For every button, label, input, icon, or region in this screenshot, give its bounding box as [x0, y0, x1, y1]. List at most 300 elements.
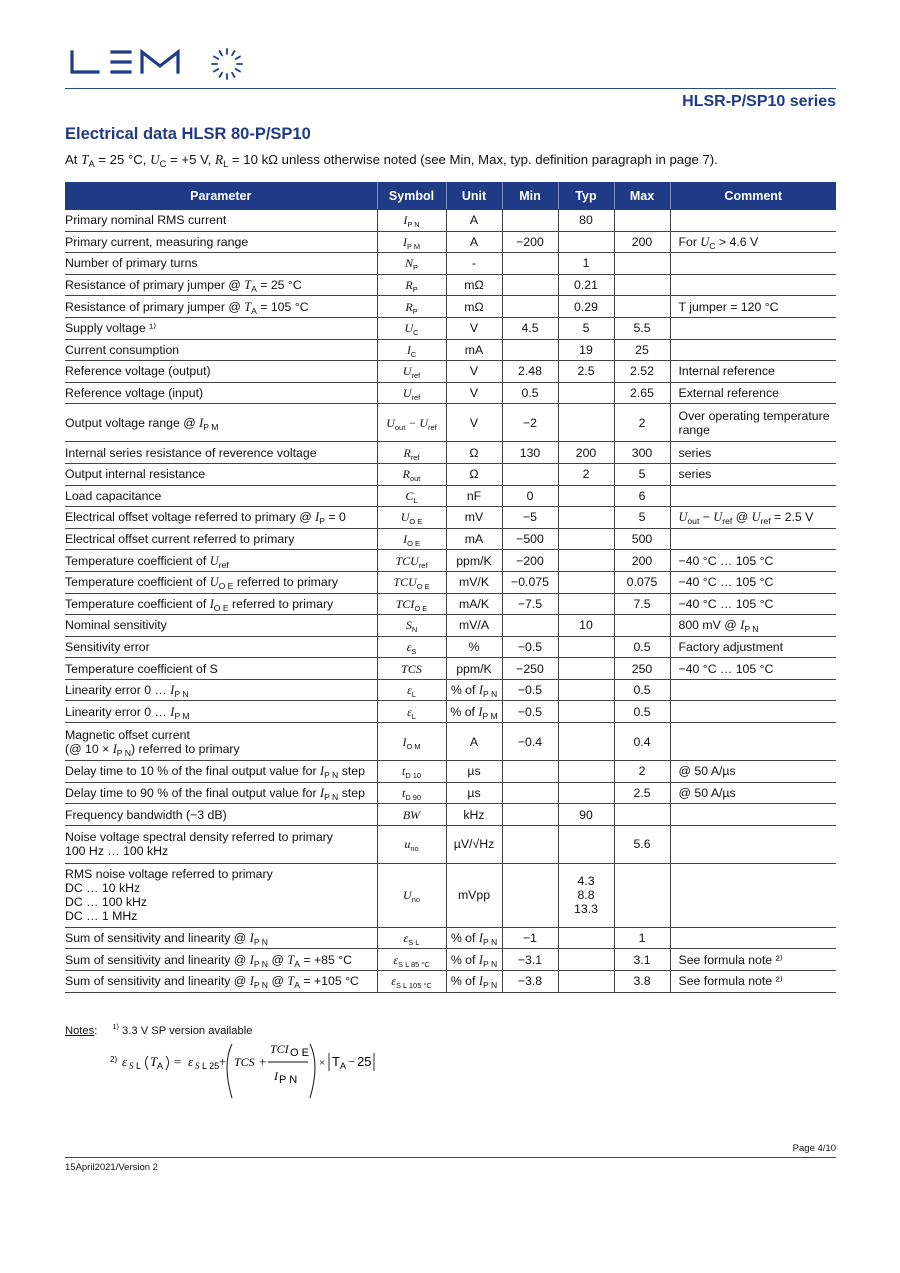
cell-min: −3.1	[502, 949, 558, 971]
cell-unit: ppm/K	[446, 550, 502, 572]
cell-min	[502, 804, 558, 826]
cell-max	[614, 253, 670, 275]
cell-unit: ppm/K	[446, 658, 502, 680]
cell-typ	[558, 782, 614, 804]
cell-min: −0.5	[502, 679, 558, 701]
table-row	[65, 463, 836, 485]
lem-logo	[70, 42, 250, 91]
cell-unit: mΩ	[446, 274, 502, 296]
cell-parameter: Reference voltage (input)	[65, 382, 377, 404]
cell-typ	[558, 723, 614, 761]
table-row	[65, 615, 836, 637]
notes-label: Notes	[65, 1025, 95, 1037]
cell-min: 130	[502, 442, 558, 464]
cell-min	[502, 296, 558, 318]
cell-max: 0.5	[614, 636, 670, 658]
svg-text:T: T	[332, 1054, 340, 1069]
cell-min: −0.5	[502, 636, 558, 658]
cell-parameter: Sensitivity error	[65, 636, 377, 658]
table-row	[65, 274, 836, 296]
cell-max: 2	[614, 761, 670, 783]
notes-section: Notes: $^{1)}$ 3.3 V SP version available	[65, 1022, 253, 1037]
cell-typ: 1	[558, 253, 614, 275]
table-row	[65, 636, 836, 658]
col-header-unit: Unit	[446, 182, 502, 210]
cell-typ: 200	[558, 442, 614, 464]
cell-parameter: Temperature coefficient of $U_{O E}$ referred to primary	[65, 571, 377, 593]
lem-logo-graphic	[70, 42, 250, 86]
svg-text:ε: ε	[188, 1054, 194, 1069]
svg-text:×: ×	[319, 1057, 326, 1069]
cell-max: 500	[614, 528, 670, 550]
cell-typ: 90	[558, 804, 614, 826]
table-row	[65, 507, 836, 529]
cell-typ	[558, 658, 614, 680]
cell-comment: Internal reference	[670, 361, 836, 383]
cell-parameter: Supply voltage ¹⁾	[65, 317, 377, 339]
cell-min	[502, 463, 558, 485]
svg-text:L: L	[136, 1061, 142, 1071]
cell-unit: mV	[446, 507, 502, 529]
cell-parameter: Resistance of primary jumper @ $T_A = 25$ °C	[65, 274, 377, 296]
svg-text:A: A	[340, 1061, 347, 1071]
cell-max	[614, 210, 670, 232]
cell-max	[614, 804, 670, 826]
table-row	[65, 927, 836, 949]
cell-parameter: RMS noise voltage referred to primary DC … 10 kHz DC … 100 kHz DC … 1 MHz	[65, 863, 377, 927]
cell-comment: @ 50 A/µs	[670, 782, 836, 804]
svg-text:+: +	[259, 1054, 267, 1069]
cell-symbol: $U_{no}$	[377, 863, 446, 927]
cell-min	[502, 825, 558, 863]
table-header-row	[65, 182, 836, 210]
cell-parameter: Delay time to 90 % of the final output value for $I_{P N}$ step	[65, 782, 377, 804]
cell-comment: series	[670, 463, 836, 485]
cell-comment: Over operating temperature range	[670, 404, 836, 442]
page-title: Electrical data HLSR 80-P/SP10	[65, 125, 311, 143]
table-row	[65, 404, 836, 442]
table-row	[65, 701, 836, 723]
cell-comment: Factory adjustment	[670, 636, 836, 658]
cell-max: 200	[614, 550, 670, 572]
cell-parameter: Linearity error 0 … $I_{P M}$	[65, 701, 377, 723]
conditions-text: At $T_A = 25$ °C, $U_C = +5$ V, $R_L = 10$ kΩ unless otherwise noted (see Min, Max, typ. definition paragraph in page 7).	[65, 152, 718, 169]
cell-comment: External reference	[670, 382, 836, 404]
cell-comment	[670, 825, 836, 863]
cell-typ: 2.5	[558, 361, 614, 383]
cell-comment: T jumper = 120 °C	[670, 296, 836, 318]
cell-comment	[670, 927, 836, 949]
cell-unit: nF	[446, 485, 502, 507]
note1-text: 3.3 V SP version available	[122, 1025, 253, 1037]
formula-note	[110, 1040, 380, 1111]
cell-comment: series	[670, 442, 836, 464]
cell-symbol: $I_{P N}$	[377, 210, 446, 232]
table-row	[65, 825, 836, 863]
cell-max: 300	[614, 442, 670, 464]
cell-max: 5	[614, 463, 670, 485]
svg-text:=: =	[174, 1054, 182, 1069]
footer-divider	[65, 1157, 836, 1158]
table-row	[65, 210, 836, 232]
cell-symbol: TCS	[377, 658, 446, 680]
cell-unit: mΩ	[446, 296, 502, 318]
cell-unit: % of $I_{P M}$	[446, 701, 502, 723]
cell-typ	[558, 382, 614, 404]
cell-min: −200	[502, 231, 558, 253]
cell-max: 0.4	[614, 723, 670, 761]
cell-symbol: $U_{ref}$	[377, 382, 446, 404]
cell-unit: A	[446, 723, 502, 761]
cell-comment: @ 50 A/µs	[670, 761, 836, 783]
cell-max: 200	[614, 231, 670, 253]
cell-symbol: $U_{ref}$	[377, 361, 446, 383]
cell-parameter: Noise voltage spectral density referred to primary 100 Hz … 100 kHz	[65, 825, 377, 863]
col-header-typ: Typ	[558, 182, 614, 210]
cell-typ: 0.29	[558, 296, 614, 318]
cell-symbol: $N_P$	[377, 253, 446, 275]
cell-max: 0.075	[614, 571, 670, 593]
cell-symbol: $TCU_{ref}$	[377, 550, 446, 572]
svg-text:P N: P N	[279, 1074, 298, 1086]
cell-max: 0.5	[614, 679, 670, 701]
cell-parameter: Output voltage range @ $I_{P M}$	[65, 404, 377, 442]
table-row	[65, 949, 836, 971]
svg-text:ε: ε	[122, 1054, 128, 1069]
cell-symbol: $R_{out}$	[377, 463, 446, 485]
cell-typ	[558, 485, 614, 507]
cell-min	[502, 761, 558, 783]
cell-parameter: Primary nominal RMS current	[65, 210, 377, 232]
cell-max: 7.5	[614, 593, 670, 615]
cell-symbol: $\varepsilon_S$	[377, 636, 446, 658]
svg-text:O E: O E	[290, 1047, 309, 1059]
cell-symbol: $R_P$	[377, 274, 446, 296]
cell-comment	[670, 274, 836, 296]
cell-unit: µs	[446, 761, 502, 783]
cell-comment: See formula note ²⁾	[670, 971, 836, 993]
table-row	[65, 863, 836, 927]
table-row	[65, 723, 836, 761]
cell-min: −0.075	[502, 571, 558, 593]
cell-unit: % of $I_{P N}$	[446, 679, 502, 701]
cell-typ: 80	[558, 210, 614, 232]
cell-comment	[670, 701, 836, 723]
cell-parameter: Output internal resistance	[65, 463, 377, 485]
cell-typ	[558, 701, 614, 723]
cell-comment	[670, 528, 836, 550]
cell-comment	[670, 253, 836, 275]
cell-unit: µV/√Hz	[446, 825, 502, 863]
cell-comment	[670, 723, 836, 761]
cell-max: 3.8	[614, 971, 670, 993]
cell-typ	[558, 949, 614, 971]
cell-symbol: BW	[377, 804, 446, 826]
svg-text:TCS: TCS	[234, 1055, 255, 1069]
table-row	[65, 339, 836, 361]
note1-marker: 1)	[112, 1022, 119, 1031]
table-row	[65, 593, 836, 615]
table-row	[65, 528, 836, 550]
cell-symbol: $\varepsilon_{S L}$	[377, 927, 446, 949]
cell-min: −3.8	[502, 971, 558, 993]
cell-unit: % of $I_{P N}$	[446, 949, 502, 971]
cell-min: 2.48	[502, 361, 558, 383]
cell-min	[502, 615, 558, 637]
cell-parameter: Linearity error 0 … $I_{P N}$	[65, 679, 377, 701]
cell-symbol: $U_C$	[377, 317, 446, 339]
cell-min: 4.5	[502, 317, 558, 339]
cell-max: 2.52	[614, 361, 670, 383]
cell-typ	[558, 231, 614, 253]
cell-typ	[558, 593, 614, 615]
cell-comment	[670, 863, 836, 927]
cell-min: −0.4	[502, 723, 558, 761]
cell-symbol: $\varepsilon_{S L 85 ^\circ C}$	[377, 949, 446, 971]
cell-symbol: $U_{O E}$	[377, 507, 446, 529]
cell-symbol: $t_{D 10}$	[377, 761, 446, 783]
cell-typ	[558, 679, 614, 701]
cell-parameter: Sum of sensitivity and linearity @ $I_{P N}$ @ $T_A = +105$ °C	[65, 971, 377, 993]
cell-unit: A	[446, 231, 502, 253]
cell-comment	[670, 317, 836, 339]
cell-comment	[670, 339, 836, 361]
cell-parameter: Reference voltage (output)	[65, 361, 377, 383]
cell-symbol: $TCI_{O E}$	[377, 593, 446, 615]
svg-text:S: S	[195, 1061, 200, 1071]
cell-symbol: $C_L$	[377, 485, 446, 507]
cell-unit: mV/A	[446, 615, 502, 637]
cell-parameter: Number of primary turns	[65, 253, 377, 275]
cell-typ	[558, 971, 614, 993]
cell-max: 5.5	[614, 317, 670, 339]
cell-unit: mA	[446, 528, 502, 550]
col-header-symbol: Symbol	[377, 182, 446, 210]
cell-symbol: $I_{P M}$	[377, 231, 446, 253]
svg-text:I: I	[274, 1069, 278, 1083]
cell-unit: % of $I_{P N}$	[446, 927, 502, 949]
col-header-comment: Comment	[670, 182, 836, 210]
cell-min: −5	[502, 507, 558, 529]
cell-comment	[670, 485, 836, 507]
series-title: HLSR-P/SP10 series	[682, 93, 836, 110]
cell-parameter: Temperature coefficient of S	[65, 658, 377, 680]
formula-graphic	[110, 1040, 380, 1106]
svg-text:L 25: L 25	[202, 1061, 220, 1071]
cell-max: 2	[614, 404, 670, 442]
cell-min	[502, 210, 558, 232]
cell-symbol: $I_{O E}$	[377, 528, 446, 550]
cell-unit: µs	[446, 782, 502, 804]
cell-unit: %	[446, 636, 502, 658]
table-row	[65, 679, 836, 701]
header-divider	[65, 88, 836, 89]
cell-symbol: $R_P$	[377, 296, 446, 318]
cell-parameter: Current consumption	[65, 339, 377, 361]
cell-min: −2	[502, 404, 558, 442]
cell-symbol: $\varepsilon_L$	[377, 701, 446, 723]
svg-text:+: +	[219, 1054, 227, 1069]
cell-min	[502, 863, 558, 927]
cell-min	[502, 782, 558, 804]
cell-comment: −40 °C … 105 °C	[670, 571, 836, 593]
cell-max: 3.1	[614, 949, 670, 971]
cell-comment	[670, 210, 836, 232]
cell-symbol: $I_{O M}$	[377, 723, 446, 761]
cell-unit: V	[446, 382, 502, 404]
cell-unit: V	[446, 361, 502, 383]
cell-max: 0.5	[614, 701, 670, 723]
cell-symbol: $R_{ref}$	[377, 442, 446, 464]
cell-symbol: $U_{out} - U_{ref}$	[377, 404, 446, 442]
cell-max: 6	[614, 485, 670, 507]
cell-parameter: Magnetic offset current (@ $10 \times I_{P N}$) referred to primary	[65, 723, 377, 761]
cell-typ	[558, 404, 614, 442]
cell-max: 5.6	[614, 825, 670, 863]
cell-symbol: $S_N$	[377, 615, 446, 637]
table-row	[65, 804, 836, 826]
table-row	[65, 317, 836, 339]
cell-unit: mV/K	[446, 571, 502, 593]
cell-min	[502, 253, 558, 275]
table-row	[65, 971, 836, 993]
svg-text:S: S	[129, 1061, 134, 1071]
table-row	[65, 296, 836, 318]
cell-max	[614, 274, 670, 296]
cell-parameter: Primary current, measuring range	[65, 231, 377, 253]
cell-parameter: Sum of sensitivity and linearity @ $I_{P N}$	[65, 927, 377, 949]
cell-parameter: Temperature coefficient of $U_{ref}$	[65, 550, 377, 572]
cell-max: 2.5	[614, 782, 670, 804]
cell-symbol: $\varepsilon_{S L 105 ^\circ C}$	[377, 971, 446, 993]
svg-text:25: 25	[357, 1054, 372, 1069]
cell-typ	[558, 528, 614, 550]
col-header-min: Min	[502, 182, 558, 210]
cell-min: −1	[502, 927, 558, 949]
note2-marker: 2)	[110, 1055, 118, 1064]
cell-parameter: Electrical offset voltage referred to primary @ $I_P = 0$	[65, 507, 377, 529]
cell-typ: 5	[558, 317, 614, 339]
cell-typ: 4.3 8.8 13.3	[558, 863, 614, 927]
cell-unit: Ω	[446, 442, 502, 464]
table-row	[65, 231, 836, 253]
cell-unit: kHz	[446, 804, 502, 826]
cell-max	[614, 296, 670, 318]
cell-unit: % of $I_{P N}$	[446, 971, 502, 993]
cell-min: −7.5	[502, 593, 558, 615]
cell-max	[614, 615, 670, 637]
svg-text:TCI: TCI	[270, 1042, 289, 1056]
table-row	[65, 382, 836, 404]
cell-symbol: $I_C$	[377, 339, 446, 361]
cell-comment: $U_{out} - U_{ref}$ @ $U_{ref} = 2.5$ V	[670, 507, 836, 529]
cell-unit: mVpp	[446, 863, 502, 927]
cell-max: 250	[614, 658, 670, 680]
col-header-parameter: Parameter	[65, 182, 377, 210]
cell-min: 0	[502, 485, 558, 507]
cell-comment: For $U_C > 4.6$ V	[670, 231, 836, 253]
cell-max: 5	[614, 507, 670, 529]
cell-max	[614, 863, 670, 927]
cell-comment	[670, 679, 836, 701]
cell-parameter: Frequency bandwidth (−3 dB)	[65, 804, 377, 826]
cell-symbol: $t_{D 90}$	[377, 782, 446, 804]
table-row	[65, 485, 836, 507]
cell-typ	[558, 571, 614, 593]
cell-unit: V	[446, 317, 502, 339]
cell-max: 1	[614, 927, 670, 949]
svg-text:T: T	[150, 1054, 158, 1069]
electrical-data-table	[65, 182, 836, 993]
cell-unit: mA	[446, 339, 502, 361]
cell-min: −250	[502, 658, 558, 680]
cell-typ: 0.21	[558, 274, 614, 296]
cell-typ: 10	[558, 615, 614, 637]
table-row	[65, 550, 836, 572]
cell-parameter: Electrical offset current referred to primary	[65, 528, 377, 550]
cell-unit: mA/K	[446, 593, 502, 615]
cell-min	[502, 339, 558, 361]
cell-min: −500	[502, 528, 558, 550]
svg-text:A: A	[157, 1061, 164, 1071]
cell-comment: 800 mV @ $I_{P N}$	[670, 615, 836, 637]
cell-comment: See formula note ²⁾	[670, 949, 836, 971]
table-row	[65, 761, 836, 783]
svg-text:−: −	[348, 1054, 356, 1069]
cell-max: 2.65	[614, 382, 670, 404]
cell-parameter: Delay time to 10 % of the final output value for $I_{P N}$ step	[65, 761, 377, 783]
cell-min	[502, 274, 558, 296]
cell-max: 25	[614, 339, 670, 361]
cell-comment	[670, 804, 836, 826]
col-header-max: Max	[614, 182, 670, 210]
cell-typ	[558, 550, 614, 572]
cell-comment: −40 °C … 105 °C	[670, 658, 836, 680]
cell-parameter: Nominal sensitivity	[65, 615, 377, 637]
cell-typ	[558, 761, 614, 783]
version-text: 15April2021/Version 2	[65, 1162, 158, 1173]
cell-parameter: Load capacitance	[65, 485, 377, 507]
cell-typ	[558, 825, 614, 863]
cell-symbol: $\varepsilon_L$	[377, 679, 446, 701]
cell-parameter: Temperature coefficient of $I_{O E}$ referred to primary	[65, 593, 377, 615]
cell-symbol: $TCU_{O E}$	[377, 571, 446, 593]
cell-comment: −40 °C … 105 °C	[670, 550, 836, 572]
cell-unit: V	[446, 404, 502, 442]
cell-unit: A	[446, 210, 502, 232]
cell-comment: −40 °C … 105 °C	[670, 593, 836, 615]
table-row	[65, 782, 836, 804]
cell-min: 0.5	[502, 382, 558, 404]
cell-typ	[558, 636, 614, 658]
cell-parameter: Resistance of primary jumper @ $T_A = 105$ °C	[65, 296, 377, 318]
cell-unit: Ω	[446, 463, 502, 485]
cell-typ	[558, 927, 614, 949]
cell-typ: 19	[558, 339, 614, 361]
table-row	[65, 253, 836, 275]
table-row	[65, 442, 836, 464]
cell-parameter: Internal series resistance of reverence voltage	[65, 442, 377, 464]
cell-min: −0.5	[502, 701, 558, 723]
table-row	[65, 658, 836, 680]
cell-min: −200	[502, 550, 558, 572]
cell-typ: 2	[558, 463, 614, 485]
cell-parameter: Sum of sensitivity and linearity @ $I_{P N}$ @ $T_A = +85$ °C	[65, 949, 377, 971]
table-row	[65, 361, 836, 383]
page-number: Page 4/10	[792, 1143, 836, 1154]
table-row	[65, 571, 836, 593]
cell-typ	[558, 507, 614, 529]
